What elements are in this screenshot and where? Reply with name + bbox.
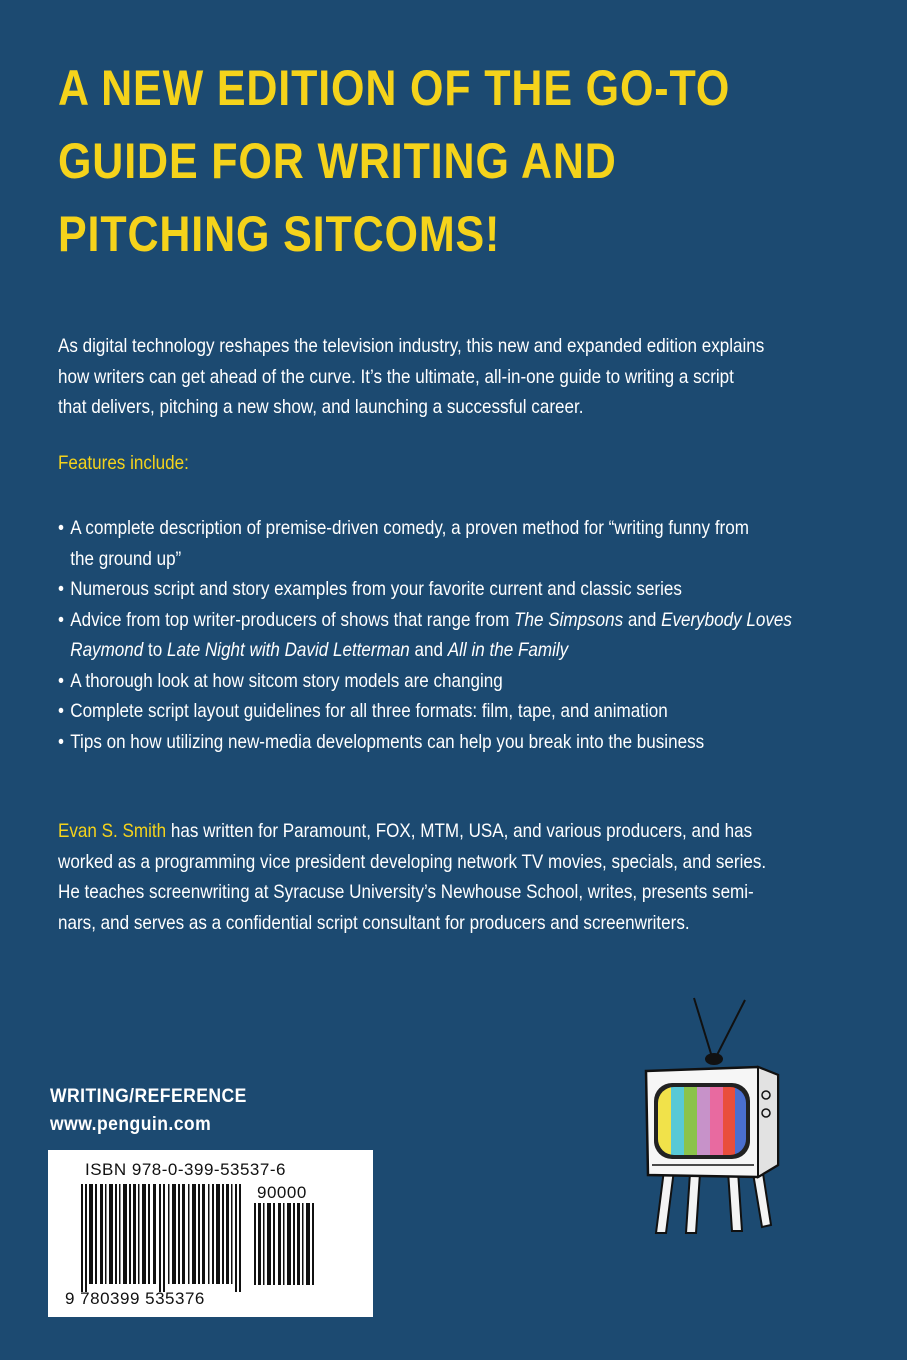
features-list	[58, 513, 863, 757]
feature-text: and	[623, 608, 662, 631]
bullet: •	[58, 669, 64, 692]
bio-line: nars, and serves as a confidential script consultant for producers and screenwriters.	[58, 911, 690, 934]
bio-text: has written for Paramount, FOX, MTM, USA, and various producers, and has	[166, 820, 753, 842]
headline-line: PITCHING SITCOMS!	[58, 206, 501, 262]
bio-line: He teaches screenwriting at Syracuse University’s Newhouse School, writes, presents semi-	[58, 881, 754, 903]
show-title: Raymond	[70, 639, 144, 661]
show-title: The Simpsons	[514, 608, 624, 631]
price-barcode-icon	[254, 1203, 316, 1285]
headline	[58, 52, 746, 271]
author-bio	[58, 816, 863, 938]
category-block	[50, 1082, 247, 1138]
price-code: 90000	[257, 1183, 307, 1202]
bio-line: worked as a programming vice president developing network TV movies, specials, and series.	[58, 850, 767, 873]
author-name: Evan S. Smith	[58, 820, 167, 842]
bullet: •	[58, 730, 64, 753]
bullet: •	[58, 578, 64, 600]
features-label: Features include:	[58, 452, 189, 474]
feature-item	[58, 727, 863, 758]
bullet: •	[58, 608, 64, 631]
show-title: All in the Family	[447, 639, 569, 661]
publisher-website: www.penguin.com	[50, 1113, 212, 1135]
feature-text: to	[143, 639, 168, 661]
feature-item	[58, 605, 863, 666]
intro-paragraph	[58, 331, 863, 423]
headline-line: A NEW EDITION OF THE GO-TO	[58, 60, 731, 116]
ean-barcode-icon	[81, 1184, 251, 1292]
category-label: WRITING/REFERENCE	[50, 1085, 247, 1107]
feature-item	[58, 666, 863, 697]
feature-item	[58, 696, 863, 727]
intro-line: how writers can get ahead of the curve. It’s the ultimate, all-in-one guide to writing a script	[58, 365, 734, 388]
intro-line: As digital technology reshapes the television industry, this new and expanded edition explains	[58, 335, 765, 357]
headline-line: GUIDE FOR WRITING AND	[58, 133, 617, 189]
feature-text: Numerous script and story examples from your favorite current and classic series	[70, 578, 682, 600]
feature-text: A thorough look at how sitcom story models are changing	[70, 669, 503, 692]
feature-text: and	[409, 639, 448, 661]
feature-text: Advice from top writer-producers of shows that range from	[70, 608, 515, 631]
feature-text: Tips on how utilizing new-media developments can help you break into the business	[70, 730, 705, 753]
barcode-box	[48, 1150, 373, 1317]
feature-item	[58, 574, 863, 605]
retro-tv-icon	[630, 995, 800, 1240]
show-title: Late Night with David Letterman	[167, 639, 410, 661]
feature-text: Complete script layout guidelines for all three formats: film, tape, and animation	[70, 700, 668, 722]
isbn-number: ISBN 978-0-399-53537-6	[85, 1160, 286, 1179]
feature-text: the ground up”	[70, 547, 182, 570]
ean-digits: 9 780399 535376	[65, 1289, 205, 1308]
intro-line: that delivers, pitching a new show, and launching a successful career.	[58, 396, 584, 418]
feature-text: A complete description of premise-driven comedy, a proven method for “writing funny from	[70, 517, 749, 539]
bullet: •	[58, 700, 64, 722]
bullet: •	[58, 517, 64, 539]
feature-item	[58, 513, 863, 574]
show-title: Everybody Loves	[661, 608, 792, 631]
